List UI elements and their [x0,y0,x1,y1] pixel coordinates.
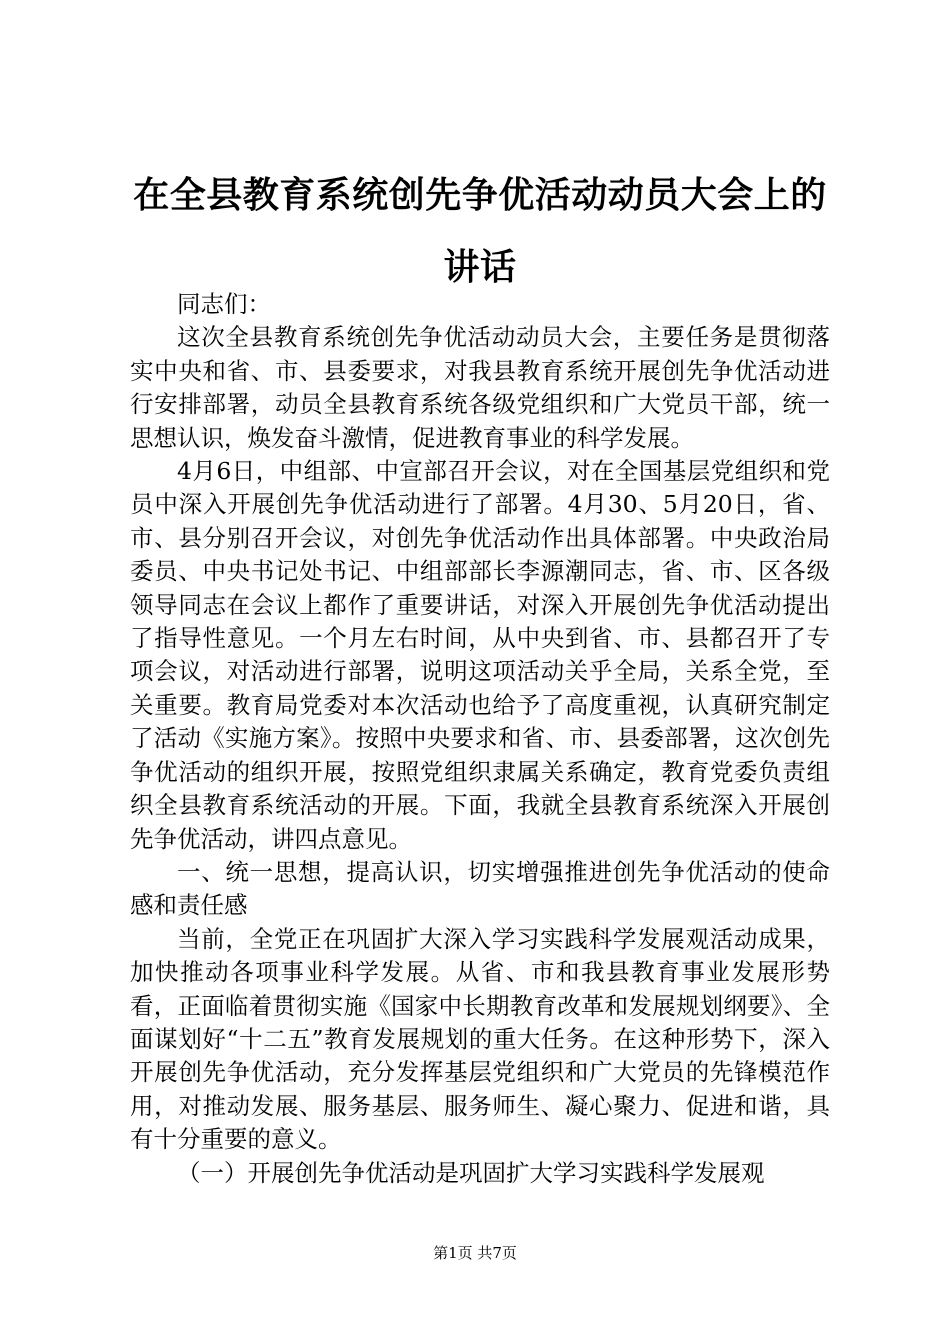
paragraph-3: 当前，全党正在巩固扩大深入学习实践科学发展观活动成果，加快推动各项事业科学发展。从省、市和我县教育事业发展形势看，正面临着贯彻实施《国家中长期教育改革和发展规划纲要》、全面谋划好“十二五”教育发展规划的重大任务。在这种形势下，深入开展创先争优活动，充分发挥基层党组织和广大党员的先锋模范作用，对推动发展、服务基层、服务师生、凝心聚力、促进和谐，具有十分重要的意义。 [130,924,830,1154]
section-heading-1: 一、统一思想，提高认识，切实增强推进创先争优活动的使命感和责任感 [130,857,830,920]
paragraph-2: 4月6日，中组部、中宣部召开会议，对在全国基层党组织和党员中深入开展创先争优活动进行了部署。4月30、5月20日，省、市、县分别召开会议，对创先争优活动作出具体部署。中央政治局委员、中央书记处书记、中组部部长李源潮同志，省、市、区各级领导同志在会议上都作了重要讲话，对深入开展创先争优活动提出了指导性意见。一个月左右时间，从中央到省、市、县都召开了专项会议，对活动进行部署，说明这项活动关乎全局，关系全党，至关重要。教育局党委对本次活动也给予了高度重视，认真研究制定了活动《实施方案》。按照中央要求和省、市、县委部署，这次创先争优活动的组织开展，按照党组织隶属关系确定，教育党委负责组织全县教育系统活动的开展。下面，我就全县教育系统深入开展创先争优活动，讲四点意见。 [130,457,830,853]
document-title: 在全县教育系统创先争优活动动员大会上的讲话 [133,175,827,288]
paragraph-1: 这次全县教育系统创先争优活动动员大会，主要任务是贯彻落实中央和省、市、县委要求，对我县教育系统开展创先争优活动进行安排部署，动员全县教育系统各级党组织和广大党员干部，统一思想认识，焕发奋斗激情，促进教育事业的科学发展。 [130,323,830,452]
document-body [130,288,830,1190]
greeting: 同志们： [177,290,271,318]
page-footer: 第1页 共7页 [433,1244,517,1262]
subsection-heading-1: （一）开展创先争优活动是巩固扩大学习实践科学发展观 [177,1158,765,1187]
